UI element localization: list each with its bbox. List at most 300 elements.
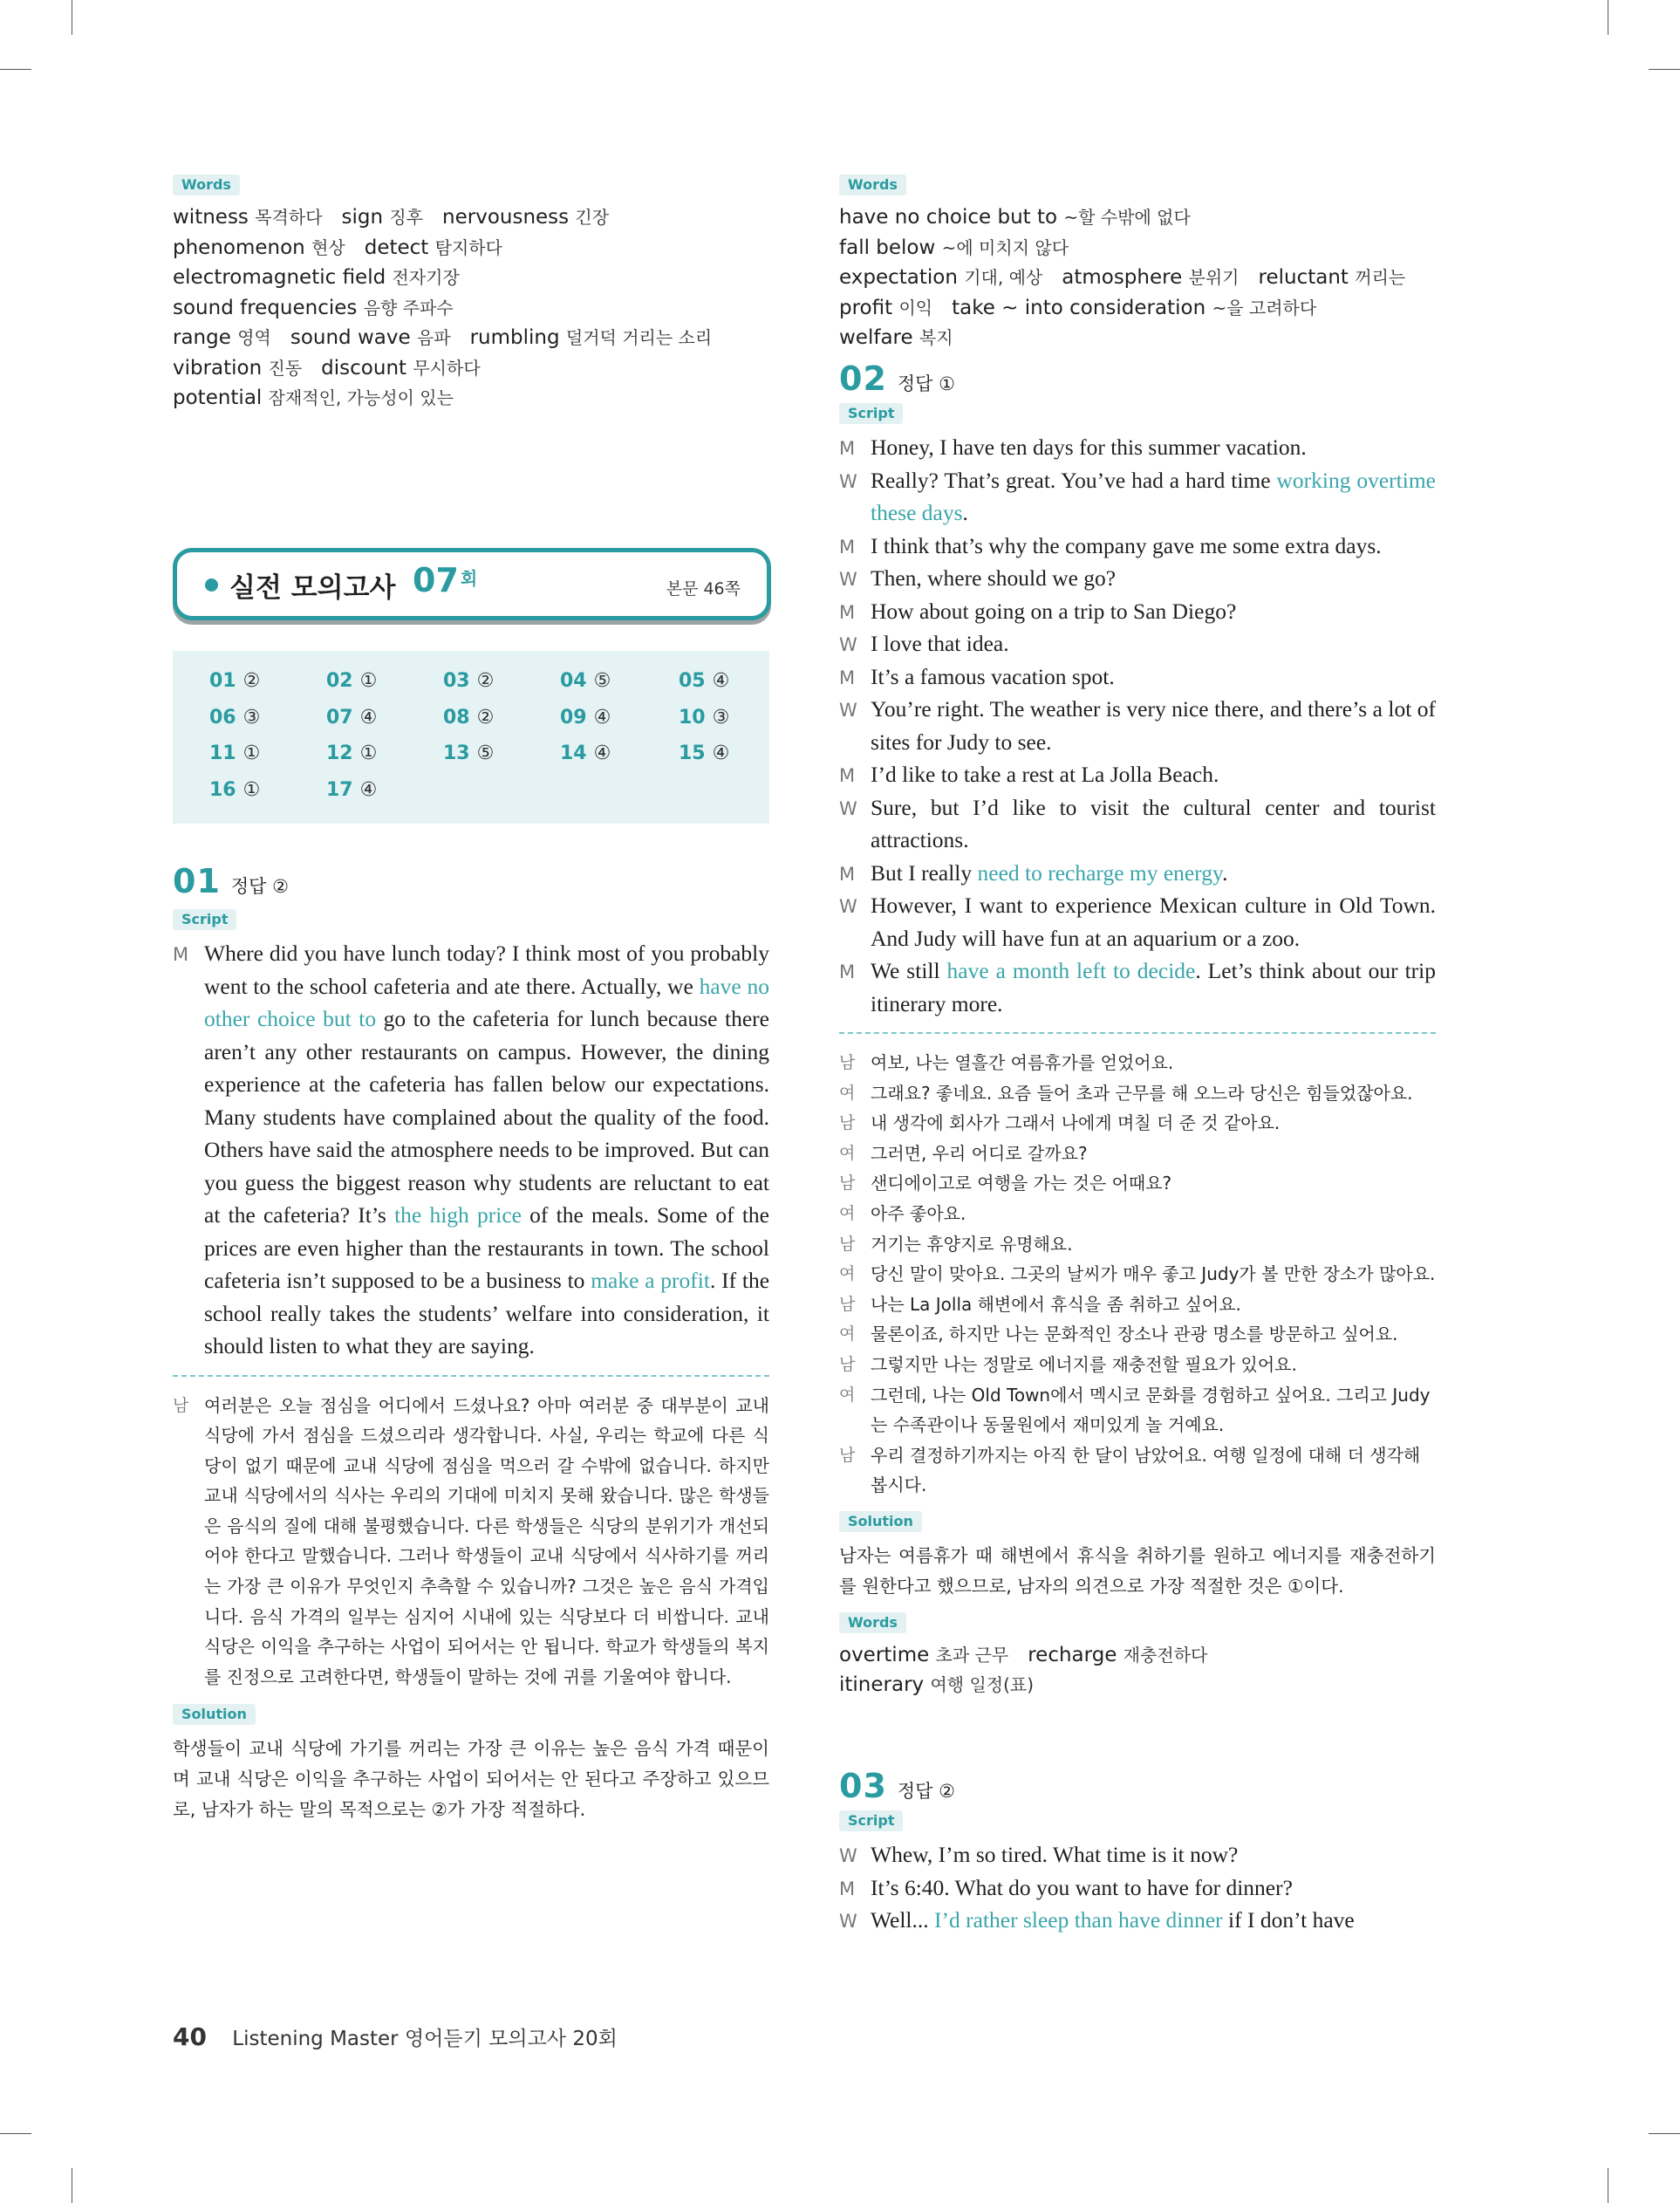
speaker-label: M	[839, 863, 856, 885]
key-phrase: have no other choice but to	[204, 973, 769, 1031]
script-text: .	[962, 500, 968, 525]
question-header	[173, 862, 769, 900]
script-tag: Script	[839, 403, 903, 424]
script-line	[839, 595, 1436, 628]
q03-section	[839, 1767, 1436, 1937]
speaker-label: W	[839, 470, 857, 492]
answer-number: 07	[326, 706, 353, 729]
word-line	[839, 263, 1436, 293]
word-entry	[173, 266, 460, 289]
translation-line	[839, 1108, 1436, 1139]
book-title: Listening Master 영어듣기 모의고사 20회	[232, 2028, 618, 2050]
word-entry	[839, 206, 1191, 229]
word-korean: 이익	[898, 297, 933, 318]
word-english: phenomenon	[173, 236, 312, 259]
word-entry	[173, 326, 271, 349]
word-entry	[1028, 1644, 1207, 1666]
script-text: It’s a famous vacation spot.	[871, 663, 1115, 689]
translation-text: 거기는 휴양지로 유명해요.	[871, 1233, 1073, 1255]
word-english: range	[173, 326, 238, 349]
words-tag: Words	[173, 174, 240, 195]
script-text: Honey, I have ten days for this summer vacation.	[871, 434, 1307, 460]
key-phrase: need to recharge my energy	[977, 859, 1223, 886]
speaker-label: 여	[839, 1083, 856, 1103]
word-korean: 기대, 예상	[964, 267, 1043, 288]
words-list	[839, 1640, 1436, 1700]
speaker-label: 남	[839, 1354, 856, 1374]
word-entry	[173, 206, 323, 229]
script-line	[839, 530, 1436, 563]
speaker-label: W	[839, 1845, 857, 1866]
word-korean: ~할 수밖에 없다	[1063, 207, 1191, 228]
key-phrase: I’d rather sleep than have dinner	[934, 1907, 1223, 1933]
answer-label: 정답 ①	[897, 373, 955, 394]
word-entry	[365, 236, 502, 259]
script-line-text	[871, 958, 1436, 1016]
translation-text: 그렇지만 나는 정말로 에너지를 재충전할 필요가 있어요.	[871, 1353, 1297, 1375]
answer-number: 17	[326, 778, 353, 801]
word-line	[173, 353, 769, 384]
answer-choice: ②	[476, 706, 495, 729]
words-tag: Words	[839, 1612, 906, 1633]
speaker-label: W	[839, 797, 857, 819]
word-korean: 음파	[416, 327, 451, 348]
translation-line	[839, 1440, 1436, 1501]
answer-number: 10	[679, 706, 706, 729]
answer-label: 정답 ②	[230, 876, 289, 897]
word-korean: 긴장	[575, 207, 610, 228]
script-line-text	[871, 762, 1219, 787]
crop-mark	[1649, 2133, 1680, 2134]
translation-text: 물론이죠, 하지만 나는 문화적인 장소나 관광 명소를 방문하고 싶어요.	[871, 1324, 1398, 1345]
script-tag: Script	[839, 1810, 903, 1831]
word-english: vibration	[173, 356, 269, 380]
question-number: 02	[839, 359, 887, 398]
word-english: expectation	[839, 266, 965, 289]
q02-section	[839, 359, 1436, 1700]
answer-number: 05	[679, 670, 706, 692]
answer-choice: ④	[593, 706, 611, 729]
answer-key-item	[560, 707, 611, 729]
translation-line	[839, 1229, 1436, 1260]
word-entry	[839, 326, 953, 349]
divider	[173, 1375, 769, 1377]
word-korean: 음향 주파수	[363, 297, 454, 318]
word-line	[173, 323, 769, 353]
question-header	[839, 359, 1436, 398]
word-entry	[442, 206, 609, 229]
speaker-label: M	[839, 1878, 856, 1899]
word-korean: 탐지하다	[434, 236, 502, 258]
word-english: profit	[839, 296, 899, 319]
answer-key-item	[209, 707, 260, 729]
answer-key-item	[326, 779, 377, 801]
script-line	[839, 1871, 1436, 1905]
speaker-label: W	[839, 1911, 857, 1932]
script-line-text	[871, 533, 1382, 558]
speaker-label: 남	[839, 1113, 856, 1133]
word-entry	[839, 1673, 1034, 1696]
script-text: . Let’s think about our trip itinerary more.	[871, 958, 1436, 1016]
word-entry	[839, 266, 1042, 289]
script-line-text	[871, 1907, 1355, 1933]
english-script	[839, 431, 1436, 1020]
speaker-label: M	[839, 667, 856, 688]
translation-line	[839, 1350, 1436, 1380]
script-line	[839, 791, 1436, 857]
word-korean: 영역	[237, 327, 271, 348]
word-line	[839, 1640, 1436, 1700]
translation-line	[839, 1290, 1436, 1320]
script-line	[839, 431, 1436, 464]
script-line	[839, 1904, 1436, 1937]
words-section-right	[839, 174, 1436, 353]
speaker-label: 남	[839, 1234, 856, 1254]
speaker-label: M	[839, 438, 856, 459]
word-entry	[173, 297, 454, 319]
test-number: 07 $^회$	[413, 561, 478, 599]
answer-key-item	[679, 670, 729, 692]
speaker-label: M	[839, 536, 856, 558]
word-korean: 재충전하다	[1123, 1644, 1208, 1666]
translation-line	[839, 1259, 1436, 1290]
answer-choice: ④	[712, 670, 730, 692]
crop-mark	[0, 69, 31, 70]
test-title-box	[173, 548, 771, 620]
translation-text: 아주 좋아요.	[871, 1202, 966, 1224]
script-text: . If the school really takes the students’ welfare into consideration, it should listen to what they are saying.	[204, 1268, 770, 1358]
speaker-label: 여	[839, 1385, 856, 1405]
divider	[839, 1032, 1436, 1034]
word-english: sound wave	[290, 326, 417, 349]
answer-number: 04	[560, 670, 587, 692]
script-text: I’d like to take a rest at La Jolla Beach.	[871, 762, 1219, 787]
script-line-text	[871, 795, 1436, 853]
word-line	[173, 383, 769, 414]
answer-choice: ④	[593, 742, 611, 764]
answer-choice: ①	[242, 778, 261, 801]
word-english: take ~ into consideration	[952, 296, 1212, 319]
word-line	[173, 202, 769, 233]
answer-number: 12	[326, 742, 353, 764]
script-text: go to the cafeteria for lunch because there aren’t any other restaurants on campus. However, the dining experience at the cafeteria has fallen below our expectations. Many students have complained about the quality of the food. Others have said the atmosphere needs to be improved. But can you guess the biggest reason why students are reluctant to eat at the cafeteria? It’s	[204, 1006, 769, 1228]
crop-mark	[1649, 69, 1680, 70]
answer-choice: ③	[712, 706, 730, 729]
word-entry	[839, 1644, 1008, 1666]
script-text: I love that idea.	[871, 631, 1009, 656]
word-line	[173, 233, 769, 263]
word-korean: ~에 미치지 않다	[941, 236, 1069, 258]
script-text: of the meals. Some of the prices are even higher than the restaurants in town. The school cafeteria isn’t supposed to be a business to	[204, 1202, 770, 1293]
translation-line	[839, 1199, 1436, 1229]
answer-choice: ⑤	[593, 670, 611, 692]
script-line	[839, 627, 1436, 660]
script-line-text	[871, 1875, 1293, 1900]
answer-key-item	[326, 742, 377, 764]
script-text: How about going on a trip to San Diego?	[871, 598, 1237, 624]
script-text: Really? That’s great. You’ve had a hard time	[871, 467, 1277, 493]
translation-text: 샌디에이고로 여행을 가는 것은 어때요?	[871, 1173, 1172, 1194]
script-text: Then, where should we go?	[871, 565, 1117, 591]
key-phrase: working overtime these days	[871, 467, 1436, 525]
answer-choice: ④	[359, 706, 378, 729]
answer-key-item	[679, 742, 729, 764]
translation-text: 여보, 나는 열흘간 여름휴가를 얻었어요.	[871, 1052, 1174, 1073]
answer-key-item	[209, 670, 260, 692]
word-english: nervousness	[442, 206, 576, 229]
words-section-left	[173, 174, 769, 414]
answer-key-item	[209, 779, 260, 801]
script-text: I think that’s why the company gave me some extra days.	[871, 532, 1382, 558]
question-number: 03	[839, 1767, 887, 1805]
translation-text: 내 생각에 회사가 그래서 나에게 며칠 더 준 것 같아요.	[871, 1112, 1280, 1134]
korean-translation	[173, 1391, 769, 1693]
answer-choice: ①	[359, 670, 378, 692]
word-entry	[173, 236, 345, 259]
question-number: 01	[173, 862, 221, 900]
answer-key-item	[560, 670, 611, 692]
script-line-text	[871, 893, 1436, 951]
answer-label: 정답 ②	[897, 1781, 955, 1802]
word-korean: 진동	[268, 357, 303, 379]
word-line	[173, 263, 769, 323]
word-entry	[952, 297, 1316, 319]
script-text: .	[1222, 859, 1228, 886]
word-entry	[173, 387, 454, 409]
word-korean: 복지	[919, 327, 953, 348]
word-korean: 전자기장	[392, 267, 460, 288]
speaker-label: W	[839, 896, 857, 917]
word-entry	[173, 357, 302, 380]
word-korean: 꺼리는	[1355, 267, 1406, 288]
word-korean: 잠재적인, 가능성이 있는	[268, 387, 454, 408]
script-line	[839, 954, 1436, 1020]
word-korean: 덜거덕 거리는 소리	[565, 327, 713, 348]
word-entry	[290, 326, 451, 349]
answer-number: 14	[560, 742, 587, 764]
translation-line	[839, 1139, 1436, 1169]
translation-text: 그래요? 좋네요. 요즘 들어 초과 근무를 해 오느라 당신은 힘들었잖아요.	[871, 1082, 1413, 1104]
speaker-label: 남	[173, 1395, 189, 1415]
answer-key-item	[209, 742, 260, 764]
answer-choice: ①	[359, 742, 378, 764]
script-line-text	[871, 468, 1436, 526]
answer-number: 02	[326, 670, 353, 692]
translation-text: 우리 결정하기까지는 아직 한 달이 남았어요. 여행 일정에 대해 더 생각해 봅시다.	[871, 1444, 1421, 1496]
answer-choice: ④	[712, 742, 730, 764]
script-text: It’s 6:40. What do you want to have for dinner?	[871, 1874, 1293, 1900]
word-korean: 징후	[389, 207, 424, 228]
speaker-label: M	[839, 765, 856, 786]
word-korean: ~을 고려하다	[1212, 297, 1317, 318]
word-line	[839, 202, 1436, 263]
speaker-label: W	[839, 569, 857, 590]
speaker-label: 남	[839, 1053, 856, 1072]
word-korean: 무시하다	[413, 357, 481, 379]
answer-number: 08	[443, 706, 470, 729]
answer-number: 16	[209, 778, 236, 801]
translation-line	[839, 1048, 1436, 1078]
korean-translation	[839, 1048, 1436, 1501]
translation-line	[839, 1380, 1436, 1440]
answer-key-item	[326, 670, 377, 692]
answer-choice: ⑤	[476, 742, 495, 764]
solution-text: 남자는 여름휴가 때 해변에서 휴식을 취하기를 원하고 에너지를 재충전하기를 원한다고 했으므로, 남자의 의견으로 가장 적절한 것은 ①이다.	[839, 1544, 1436, 1597]
word-korean: 여행 일정(표)	[930, 1674, 1035, 1696]
answer-key-item	[326, 707, 377, 729]
translation-line	[839, 1319, 1436, 1350]
word-entry	[839, 297, 932, 319]
solution-text: 학생들이 교내 식당에 가기를 꺼리는 가장 큰 이유는 높은 음식 가격 때문이며 교내 식당은 이익을 추구하는 사업이 되어서는 안 된다고 주장하고 있으므로, 남자가 하는 말의 목적으로는 ②가 가장 적절하다.	[173, 1738, 769, 1821]
answer-key-item	[560, 742, 611, 764]
script-line-text	[871, 696, 1436, 755]
script-line	[839, 660, 1436, 694]
word-english: electromagnetic field	[173, 266, 393, 289]
speaker-label: 여	[839, 1143, 856, 1163]
speaker-label: 남	[839, 1173, 856, 1194]
script-text: Where did you have lunch today? I think most of you probably went to the school cafeteria and ate there. Actually, we	[204, 941, 769, 999]
words-tag: Words	[839, 174, 906, 195]
answer-choice: ②	[476, 670, 495, 692]
word-english: have no choice but to	[839, 206, 1064, 229]
script-line-text	[871, 565, 1116, 591]
speaker-label: W	[839, 700, 857, 721]
word-english: witness	[173, 206, 256, 229]
script-line	[839, 1838, 1436, 1871]
speaker-label: M	[839, 601, 856, 623]
solution-tag: Solution	[173, 1704, 256, 1725]
solution-tag: Solution	[839, 1511, 922, 1532]
words-list	[839, 202, 1436, 353]
script-text: Well...	[871, 1907, 935, 1933]
answer-number: 09	[560, 706, 587, 729]
script-text: However, I want to experience Mexican culture in Old Town. And Judy will have fun at an aquarium or a zoo.	[871, 893, 1436, 951]
answer-key-item	[679, 707, 729, 729]
english-script	[839, 1838, 1436, 1937]
question-header	[839, 1767, 1436, 1805]
script-line	[839, 693, 1436, 758]
translation-text: 여러분은 오늘 점심을 어디에서 드셨나요? 아마 여러분 중 대부분이 교내 식당에 가서 점심을 드셨으리라 생각합니다. 사실, 우리는 학교에 다른 식당이 없기 때문에 교내 식당에 점심을 먹으러 갈 수밖에 없습니다. 하지만 교내 식당에서의 식사는 우리의 기대에 미치지 못해 왔습니다. 많은 학생들은 음식의 질에 대해 불평했습니다. 다른 학생들은 식당의 분위기가 개선되어야 한다고 말했습니다. 그러나 학생들이 교내 식당에서 식사하기를 꺼리는 가장 큰 이유가 무엇인지 추측할 수 있습니까? 그것은 높은 음식 가격입니다. 음식 가격의 일부는 심지어 시내에 있는 식당보다 더 비쌉니다. 교내 식당은 이익을 추구하는 사업이 되어서는 안 됩니다. 학교가 학생들의 복지를 진정으로 고려한다면, 학생들이 말하는 것에 귀를 기울여야 합니다.	[204, 1394, 769, 1687]
key-phrase: the high price	[394, 1202, 522, 1228]
translation-text: 그런데, 나는 Old Town에서 멕시코 문화를 경험하고 싶어요. 그리고 Judy는 수족관이나 동물원에서 재미있게 놀 거예요.	[871, 1384, 1431, 1436]
word-english: potential	[173, 387, 269, 409]
script-line-text	[871, 599, 1236, 624]
speaker-label: W	[839, 634, 857, 655]
speaker-label: 여	[839, 1264, 856, 1284]
word-english: overtime	[839, 1643, 936, 1666]
word-english: welfare	[839, 326, 919, 349]
word-english: discount	[321, 356, 413, 380]
page-number: 40	[173, 2022, 207, 2051]
script-line-text	[871, 860, 1228, 886]
answer-key-panel	[173, 651, 769, 824]
answer-number: 15	[679, 742, 706, 764]
word-entry	[321, 357, 480, 380]
key-phrase: make a profit	[591, 1268, 710, 1293]
script-line	[839, 464, 1436, 530]
word-english: recharge	[1028, 1643, 1123, 1666]
word-korean: 초과 근무	[935, 1644, 1009, 1666]
q01-section	[173, 862, 769, 1825]
word-english: rumbling	[469, 326, 566, 349]
word-korean: 목격하다	[255, 207, 323, 228]
speaker-label: M	[839, 961, 856, 982]
script-text: Whew, I’m so tired. What time is it now?	[871, 1842, 1239, 1867]
page-reference: 본문 46쪽	[666, 579, 741, 599]
answer-choice: ③	[242, 706, 261, 729]
script-line-text	[871, 631, 1009, 656]
answer-choice: ②	[242, 670, 261, 692]
word-english: detect	[364, 236, 435, 259]
english-script	[173, 937, 769, 1363]
speaker-label: 남	[839, 1294, 856, 1314]
script-line-text	[871, 664, 1115, 689]
crop-mark	[0, 2133, 31, 2134]
speaker-label: 여	[839, 1203, 856, 1223]
script-line	[839, 562, 1436, 595]
translation-line	[839, 1078, 1436, 1109]
script-text: You’re right. The weather is very nice there, and there’s a lot of sites for Judy to see.	[871, 696, 1436, 755]
word-entry	[342, 206, 424, 229]
word-entry	[470, 326, 713, 349]
answer-number: 06	[209, 706, 236, 729]
answer-key-item	[443, 707, 494, 729]
answer-number: 13	[443, 742, 470, 764]
answer-number: 01	[209, 670, 236, 692]
page-footer	[173, 2022, 618, 2051]
script-text: if I don’t have	[1222, 1907, 1355, 1933]
script-line	[173, 937, 769, 1363]
speaker-label: 남	[839, 1445, 856, 1465]
word-english: fall below	[839, 236, 942, 259]
word-english: reluctant	[1258, 266, 1356, 289]
word-english: sign	[341, 206, 390, 229]
script-line	[839, 889, 1436, 954]
script-text: Sure, but I’d like to visit the cultural center and tourist attractions.	[871, 794, 1436, 852]
word-korean: 분위기	[1188, 267, 1240, 288]
translation-text: 그러면, 우리 어디로 갈까요?	[871, 1142, 1088, 1164]
key-phrase: have a month left to decide	[946, 958, 1196, 983]
speaker-label: 여	[839, 1324, 856, 1344]
word-english: sound frequencies	[173, 296, 364, 319]
speaker-label: M	[173, 944, 189, 965]
script-text: But I really	[871, 859, 978, 886]
answer-key-item	[443, 742, 494, 764]
word-entry	[1259, 266, 1406, 289]
word-entry	[839, 236, 1069, 259]
answer-choice: ④	[359, 778, 378, 801]
answer-key-item	[443, 670, 494, 692]
script-line	[839, 857, 1436, 890]
answer-number: 11	[209, 742, 236, 764]
word-line	[839, 293, 1436, 324]
translation-line	[839, 1168, 1436, 1199]
word-entry	[1062, 266, 1239, 289]
script-line-text	[871, 434, 1307, 460]
answer-choice: ①	[242, 742, 261, 764]
answer-number: 03	[443, 670, 470, 692]
script-text: We still	[871, 958, 947, 983]
script-line-text	[871, 1842, 1238, 1867]
bullet-dot-icon	[205, 578, 218, 592]
word-english: itinerary	[839, 1673, 931, 1697]
word-korean: 현상	[311, 236, 345, 258]
words-list	[173, 202, 769, 414]
word-line	[839, 323, 1436, 353]
translation-text: 당신 말이 맞아요. 그곳의 날씨가 매우 좋고 Judy가 볼 만한 장소가 많아요.	[871, 1263, 1436, 1285]
translation-text: 나는 La Jolla 해변에서 휴식을 좀 취하고 싶어요.	[871, 1293, 1241, 1315]
test-title: 실전 모의고사	[229, 572, 396, 604]
